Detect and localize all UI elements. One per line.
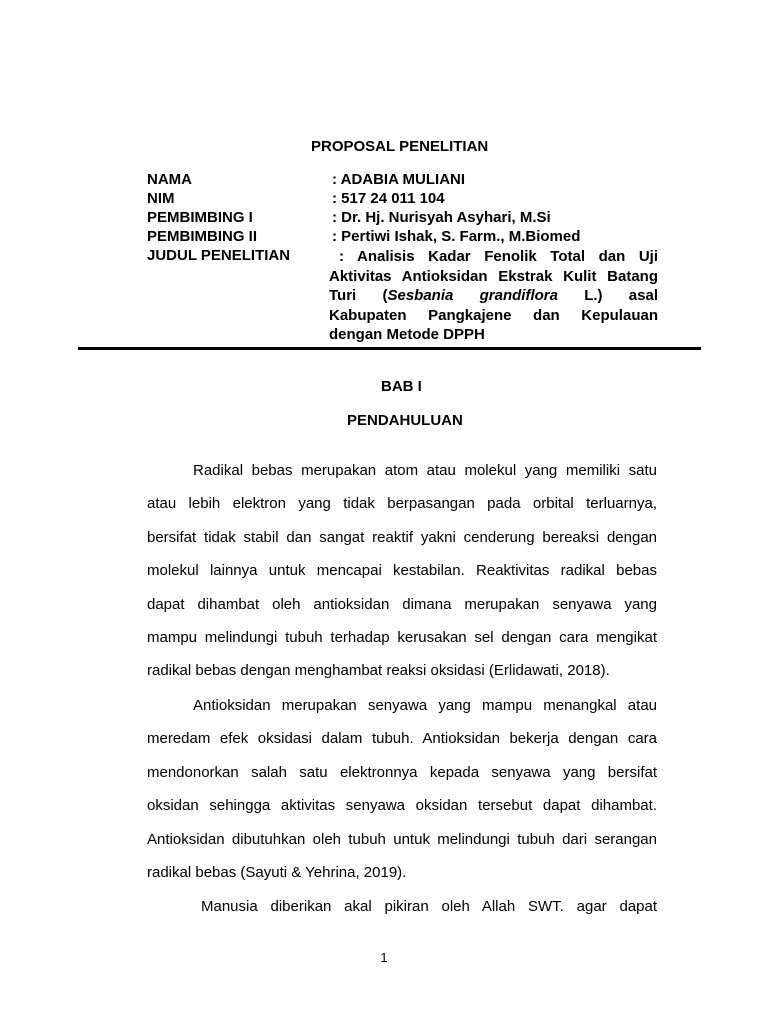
page-number: 1 [380, 950, 388, 965]
paragraph-line: mampu melindungi tubuh terhadap kerusakan sel dengan cara mengikat [147, 628, 657, 646]
value-nim: : 517 24 011 104 [332, 190, 445, 207]
paragraph-line: radikal bebas (Sayuti & Yehrina, 2019). [147, 863, 407, 881]
value-nama: : ADABIA MULIANI [332, 171, 466, 188]
paragraph-line: dapat dihambat oleh antioksidan dimana merupakan senyawa yang [147, 595, 657, 613]
judul-line: Kabupaten Pangkajene dan Kepulauan [329, 306, 658, 324]
paragraph-line: Antioksidan dibutuhkan oleh tubuh untuk melindungi tubuh dari serangan [147, 830, 657, 848]
label-pembimbing-2: PEMBIMBING II [147, 228, 258, 245]
horizontal-divider [78, 347, 701, 350]
paragraph-2 [147, 696, 657, 896]
paragraph-line: mendonorkan salah satu elektronnya kepada senyawa yang bersifat [147, 763, 657, 781]
judul-line: Aktivitas Antioksidan Ekstrak Kulit Batang [329, 267, 658, 285]
value-pembimbing-2: : Pertiwi Ishak, S. Farm., M.Biomed [332, 228, 581, 245]
judul-line: dengan Metode DPPH [329, 326, 485, 343]
label-nim: NIM [147, 190, 175, 207]
paragraph-line: Radikal bebas merupakan atom atau molekul yang memiliki satu [193, 462, 657, 479]
chapter-number: BAB I [381, 378, 422, 395]
label-nama: NAMA [147, 171, 192, 188]
value-pembimbing-1: : Dr. Hj. Nurisyah Asyhari, M.Si [332, 209, 551, 226]
judul-text: L.) asal [557, 287, 658, 304]
paragraph-3 [147, 897, 657, 930]
chapter-title: PENDAHULUAN [347, 412, 463, 429]
paragraph-line: radikal bebas dengan menghambat reaksi oksidasi (Erlidawati, 2018). [147, 662, 610, 680]
label-pembimbing-1: PEMBIMBING I [147, 209, 253, 226]
paragraph-line: Antioksidan merupakan senyawa yang mampu menangkal atau [193, 697, 657, 714]
judul-line [329, 286, 658, 306]
paragraph-line: atau lebih elektron yang tidak berpasangan pada orbital terluarnya, [147, 495, 657, 513]
paragraph-line: bersifat tidak stabil dan sangat reaktif yakni cenderung bereaksi dengan [147, 528, 657, 546]
paragraph-line: oksidan sehingga aktivitas senyawa oksidan tersebut dapat dihambat. [147, 797, 657, 815]
paragraph-1 [147, 461, 657, 695]
label-judul-penelitian: JUDUL PENELITIAN [147, 247, 291, 264]
paragraph-line: meredam efek oksidasi dalam tubuh. Antioksidan bekerja dengan cara [147, 730, 657, 748]
species-name: Sesbania grandiflora [387, 287, 558, 304]
judul-line: : Analisis Kadar Fenolik Total dan Uji [339, 248, 658, 265]
proposal-title: PROPOSAL PENELITIAN [311, 138, 489, 155]
judul-text: Turi ( [329, 287, 388, 304]
paragraph-line: molekul lainnya untuk mencapai kestabilan. Reaktivitas radikal bebas [147, 562, 657, 580]
judul-penelitian-value [329, 247, 658, 345]
paragraph-line: Manusia diberikan akal pikiran oleh Allah SWT. agar dapat [201, 898, 657, 915]
